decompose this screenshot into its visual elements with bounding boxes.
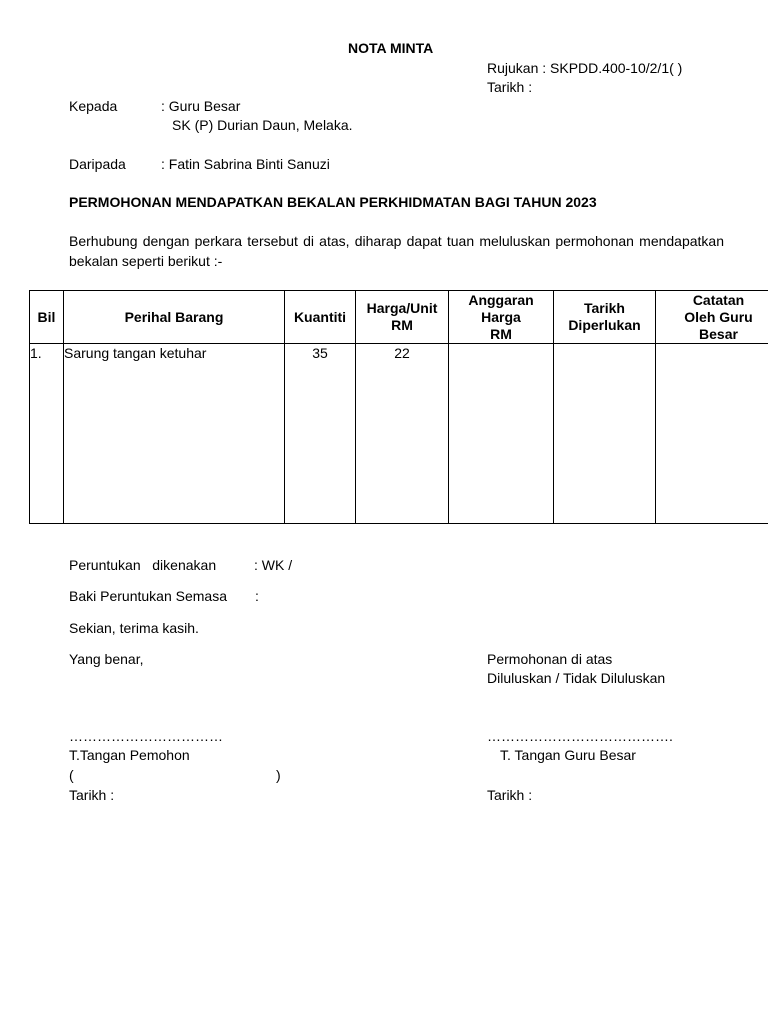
cell-catatan <box>656 344 768 524</box>
allocation-label: Peruntukan dikenakan <box>69 557 217 573</box>
date-left: Tarikh : <box>69 787 115 803</box>
from-label: Daripada <box>69 156 126 172</box>
date-right: Tarikh : <box>487 787 533 803</box>
from-sender: : Fatin Sabrina Binti Sanuzi <box>161 156 330 172</box>
items-table <box>29 290 768 524</box>
to-label: Kepada <box>69 98 118 114</box>
header-anggaran: Anggaran Harga RM <box>449 291 554 344</box>
to-address: SK (P) Durian Daun, Melaka. <box>172 117 353 133</box>
cell-bil: 1. <box>30 344 64 524</box>
closing-text: Sekian, terima kasih. <box>69 620 199 636</box>
header-catatan: Catatan Oleh Guru Besar <box>656 291 768 344</box>
cell-anggaran <box>449 344 554 524</box>
balance-label: Baki Peruntukan Semasa <box>69 588 227 604</box>
cell-kuantiti: 35 <box>285 344 356 524</box>
header-kuantiti: Kuantiti <box>285 291 356 344</box>
header-harga-unit: Harga/Unit RM <box>356 291 449 344</box>
body-paragraph: Berhubung dengan perkara tersebut di atas, diharap dapat tuan meluluskan permohonan mendapatkan bekalan seperti berikut :- <box>69 233 724 269</box>
applicant-signature-label: T.Tangan Pemohon <box>69 747 190 763</box>
name-paren-close: ) <box>276 767 281 783</box>
approval-line2: Diluluskan / Tidak Diluluskan <box>487 670 666 686</box>
header-perihal: Perihal Barang <box>64 291 285 344</box>
to-recipient: : Guru Besar <box>161 98 241 114</box>
sincerely-text: Yang benar, <box>69 651 144 667</box>
cell-perihal: Sarung tangan ketuhar <box>64 344 285 524</box>
cell-harga-unit: 22 <box>356 344 449 524</box>
date-top: Tarikh : <box>487 79 533 95</box>
cell-tarikh <box>554 344 656 524</box>
allocation-value: : WK / <box>254 557 293 573</box>
header-tarikh: Tarikh Diperlukan <box>554 291 656 344</box>
table-row <box>30 344 768 524</box>
reference-number: Rujukan : SKPDD.400-10/2/1( ) <box>487 60 683 76</box>
approval-line1: Permohonan di atas <box>487 651 613 667</box>
signature-dots-left: …………………………… <box>69 728 223 744</box>
headmaster-signature-label: T. Tangan Guru Besar <box>500 747 636 763</box>
signature-dots-right: …………………………………. <box>487 728 673 744</box>
balance-value: : <box>255 588 259 604</box>
subject-line: PERMOHONAN MENDAPATKAN BEKALAN PERKHIDMATAN BAGI TAHUN 2023 <box>69 194 597 210</box>
table-header-row <box>30 291 768 344</box>
document-title: NOTA MINTA <box>348 40 434 56</box>
name-paren-open: ( <box>69 767 74 783</box>
header-bil: Bil <box>30 291 64 344</box>
